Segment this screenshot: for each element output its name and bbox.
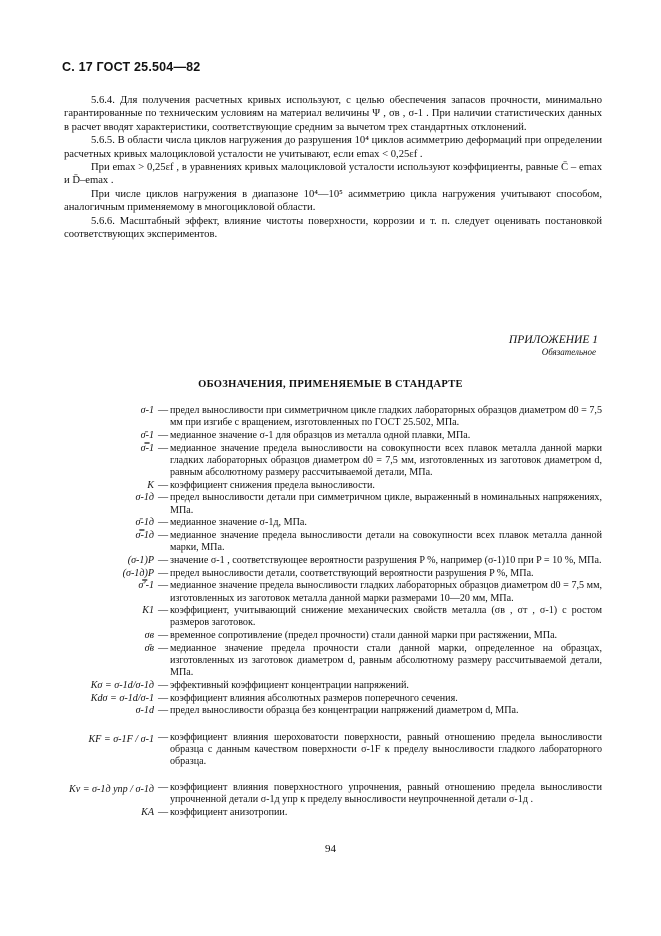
dash: — — [158, 530, 169, 542]
definition-symbol: K1 — [142, 605, 154, 617]
paragraph: При числе циклов нагружения в диапазоне 10⁴—10⁵ асимметрию цикла нагружения учитывают способом, аналогичным применяемому в многоцикловой области. — [64, 188, 602, 214]
dash: — — [158, 429, 169, 441]
appendix-title: ПРИЛОЖЕНИЕ 1 — [508, 334, 598, 346]
definition-text: коэффициент влияния абсолютных размеров поперечного сечения. — [170, 692, 458, 704]
definition-text: предел выносливости при симметричном цикле гладких лабораторных образцов диаметром d0 = 7,5 мм при изгибе с вращением, изготовленных по ГОСТ 25.502, МПа. — [170, 405, 602, 429]
definition-text: медианное значение предела выносливости на совокупности всех плавок металла данной марки гладких лабораторных образцов диаметром d0 = 7,5 мм, изготовленных из заготовок диаметром d, равным абсолютному размеру рассчитываемой детали, МПа. — [170, 442, 602, 479]
definition-row — [62, 807, 602, 819]
definition-text: временное сопротивление (предел прочности) стали данной марки при растяжении, МПа. — [170, 630, 558, 642]
definition-symbol: σ̄-1д — [135, 517, 154, 529]
paragraph: 5.6.4. Для получения расчетных кривых используют, с целью обеспечения запасов прочности, минимально гарантированные по техническим условиям на материал величины Ψ , σв , σ-1 . При наличии статистических данных в расчет вводят характеристики, соответствующие средним за вычетом трех стандартных отклонений. — [64, 95, 602, 133]
dash: — — [158, 567, 169, 579]
definition-text: предел выносливости детали при симметричном цикле, выраженный в номинальных напряжениях, МПа. — [170, 492, 602, 516]
paragraph: 5.6.6. Масштабный эффект, влияние чистоты поверхности, коррозии и т. п. следует оценивать постановкой соответствующих экспериментов. — [64, 215, 602, 241]
definition-row — [62, 580, 602, 604]
page-header: С. 17 ГОСТ 25.504—82 — [62, 60, 201, 74]
definition-row — [62, 630, 602, 642]
dash: — — [158, 679, 169, 691]
dash: — — [158, 517, 169, 529]
definition-symbol: σ̿-1 — [140, 442, 154, 454]
dash: — — [158, 554, 169, 566]
dash: — — [158, 605, 169, 617]
definition-text: медианное значение σ-1д, МПа. — [170, 517, 307, 529]
definition-symbol: σв — [144, 630, 154, 642]
definition-row — [62, 492, 602, 516]
definition-symbol: σ-1d — [135, 705, 154, 717]
definition-row — [62, 480, 602, 492]
definition-row — [62, 605, 602, 629]
dash: — — [158, 705, 169, 717]
body-text — [64, 94, 602, 241]
dash: — — [158, 782, 169, 794]
definition-symbol: σ-1 — [140, 405, 154, 416]
definition-row — [62, 443, 602, 480]
definition-text: коэффициент анизотропии. — [170, 807, 288, 819]
definition-symbol: σ̄в — [144, 642, 154, 654]
dash: — — [158, 442, 169, 454]
definition-symbol: σ-1д — [135, 492, 154, 504]
definition-row — [62, 643, 602, 680]
dash: — — [158, 642, 169, 654]
definition-row — [62, 405, 602, 429]
dash: — — [158, 692, 169, 704]
definition-symbol: Kdσ = σ-1d/σ-1 — [90, 692, 154, 704]
definition-symbol: σ̿-1д — [135, 530, 154, 542]
appendix-label — [509, 334, 598, 357]
definition-row — [62, 555, 602, 567]
definition-row — [62, 680, 602, 692]
definition-text: предел выносливости образца без концентрации напряжений диаметром d, МПа. — [170, 705, 519, 717]
definition-row — [62, 693, 602, 705]
definition-text: коэффициент влияния поверхностного упрочнения, равный отношению предела выносливости упрочненной детали σ-1д упр к пределу выносливости неупрочненной детали σ-1д . — [170, 782, 602, 806]
definition-row — [62, 530, 602, 554]
definition-row — [62, 732, 602, 769]
dash: — — [158, 807, 169, 819]
definition-symbol: (σ-1д)P — [122, 567, 154, 579]
definition-row — [62, 568, 602, 580]
definition-symbol: KF = σ-1F / σ-1 — [88, 733, 154, 745]
definition-symbol: Kv = σ-1д упр / σ-1д — [68, 784, 154, 796]
definition-text: эффективный коэффициент концентрации напряжений. — [170, 679, 409, 691]
definition-text: медианное значение σ-1 для образцов из металла одной плавки, МПа. — [170, 429, 471, 441]
paragraph: При emax > 0,25εf , в уравнениях кривых малоцикловой усталости используют коэффициенты, равные C̄ – emax и D̄–emax . — [64, 162, 602, 187]
definition-symbol: KA — [141, 807, 154, 819]
definition-symbol: Kσ = σ-1d/σ-1д — [90, 679, 154, 691]
definition-text: медианное значение предела выносливости гладких лабораторных образцов диаметром d0 = 7,5 мм, изготовленных из заготовок металла данной марки размерами 10—20 мм, МПа. — [170, 580, 602, 604]
definition-text: коэффициент, учитывающий снижение механических свойств металла (σв , σт , σ-1) с ростом размеров заготовок. — [170, 605, 602, 629]
definition-row — [62, 430, 602, 442]
dash: — — [158, 492, 169, 504]
definition-text: медианное значение предела выносливости детали на совокупности всех плавок металла данной марки, МПа. — [170, 530, 602, 554]
definition-symbol: K — [147, 479, 154, 491]
dash: — — [158, 731, 169, 743]
definition-symbol: σ̄-1 — [140, 429, 154, 441]
definition-text: коэффициент влияния шероховатости поверхности, равный отношению предела выносливости образца с данным качеством поверхности σ-1F к пределу выносливости гладкого лабораторного образца. — [170, 731, 602, 767]
appendix-subtitle: Обязательное — [541, 347, 596, 357]
definition-text: коэффициент снижения предела выносливости. — [170, 479, 375, 491]
definitions-list — [62, 405, 602, 820]
dash: — — [158, 405, 169, 416]
dash: — — [158, 630, 169, 642]
paragraph: 5.6.5. В области числа циклов нагружения до разрушения 10⁴ циклов асимметрию деформаций при определении расчетных кривых малоцикловой усталости не учитывают, если emax < 0,25εf . — [64, 135, 602, 160]
dash: — — [158, 479, 169, 491]
definition-row — [62, 782, 602, 806]
definition-symbol: (σ-1)P — [127, 554, 154, 566]
definition-text: значение σ-1 , соответствующее вероятности разрушения P %, например (σ-1)10 при P = 10 %, МПа. — [170, 554, 602, 566]
section-title: ОБОЗНАЧЕНИЯ, ПРИМЕНЯЕМЫЕ В СТАНДАРТЕ — [198, 379, 463, 390]
dash: — — [158, 580, 169, 592]
definition-text: предел выносливости детали, соответствующий вероятности разрушения P %, МПа. — [170, 567, 534, 579]
definition-symbol: σ̿′-1 — [138, 580, 154, 592]
definition-row — [62, 705, 602, 717]
definition-row — [62, 517, 602, 529]
page-number: 94 — [325, 843, 336, 855]
definition-text: медианное значение предела прочности стали данной марки, определенное на образцах, изготовленных из заготовок диаметром d, равным абсолютному размеру рассчитываемой детали, МПа. — [170, 642, 602, 679]
